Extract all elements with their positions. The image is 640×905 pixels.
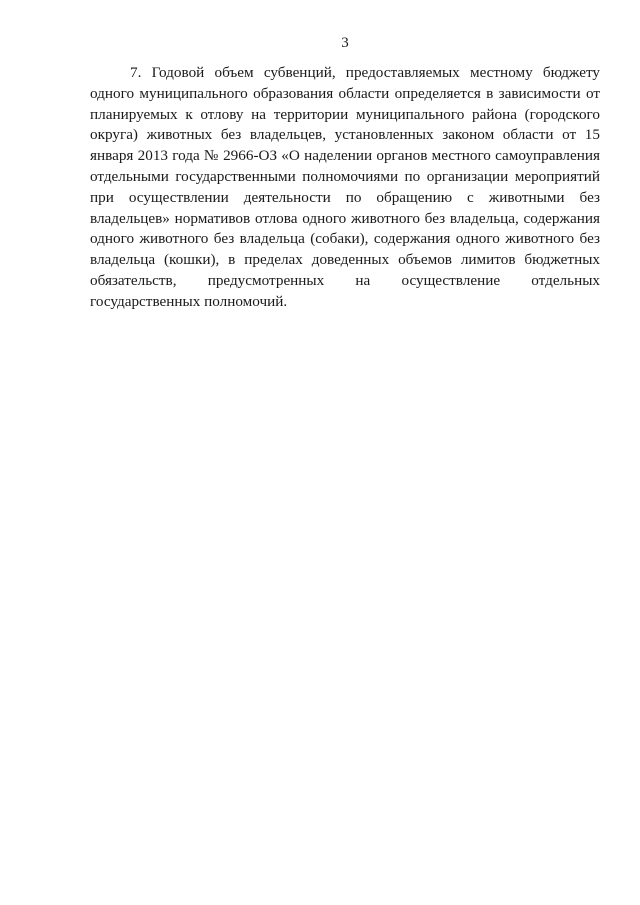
paragraph-line: планируемых к отлову на территории муниципального района (городского bbox=[90, 105, 600, 123]
paragraph-line: обязательств, предусмотренных на осуществление отдельных bbox=[90, 271, 600, 289]
paragraph-line-last: государственных полномочий. bbox=[90, 292, 288, 310]
paragraph-7 bbox=[90, 63, 600, 313]
page-number: 3 bbox=[341, 35, 349, 51]
paragraph-line: одного муниципального образования области определяется в зависимости от bbox=[90, 84, 600, 102]
paragraph-line: отдельными государственными полномочиями по организации мероприятий bbox=[90, 167, 600, 185]
paragraph-line: при осуществлении деятельности по обращению с животными без bbox=[90, 188, 600, 206]
paragraph-line: округа) животных без владельцев, установленных законом области от 15 bbox=[90, 126, 600, 144]
paragraph-line: 7. Годовой объем субвенций, предоставляемых местному бюджету bbox=[130, 64, 600, 81]
paragraph-line: владельцев» нормативов отлова одного животного без владельца, содержания bbox=[90, 209, 600, 227]
paragraph-line: января 2013 года № 2966-ОЗ «О наделении органов местного самоуправления bbox=[90, 147, 600, 165]
paragraph-line: владельца (кошки), в пределах доведенных объемов лимитов бюджетных bbox=[90, 251, 600, 269]
paragraph-line: одного животного без владельца (собаки), содержания одного животного без bbox=[90, 230, 600, 248]
